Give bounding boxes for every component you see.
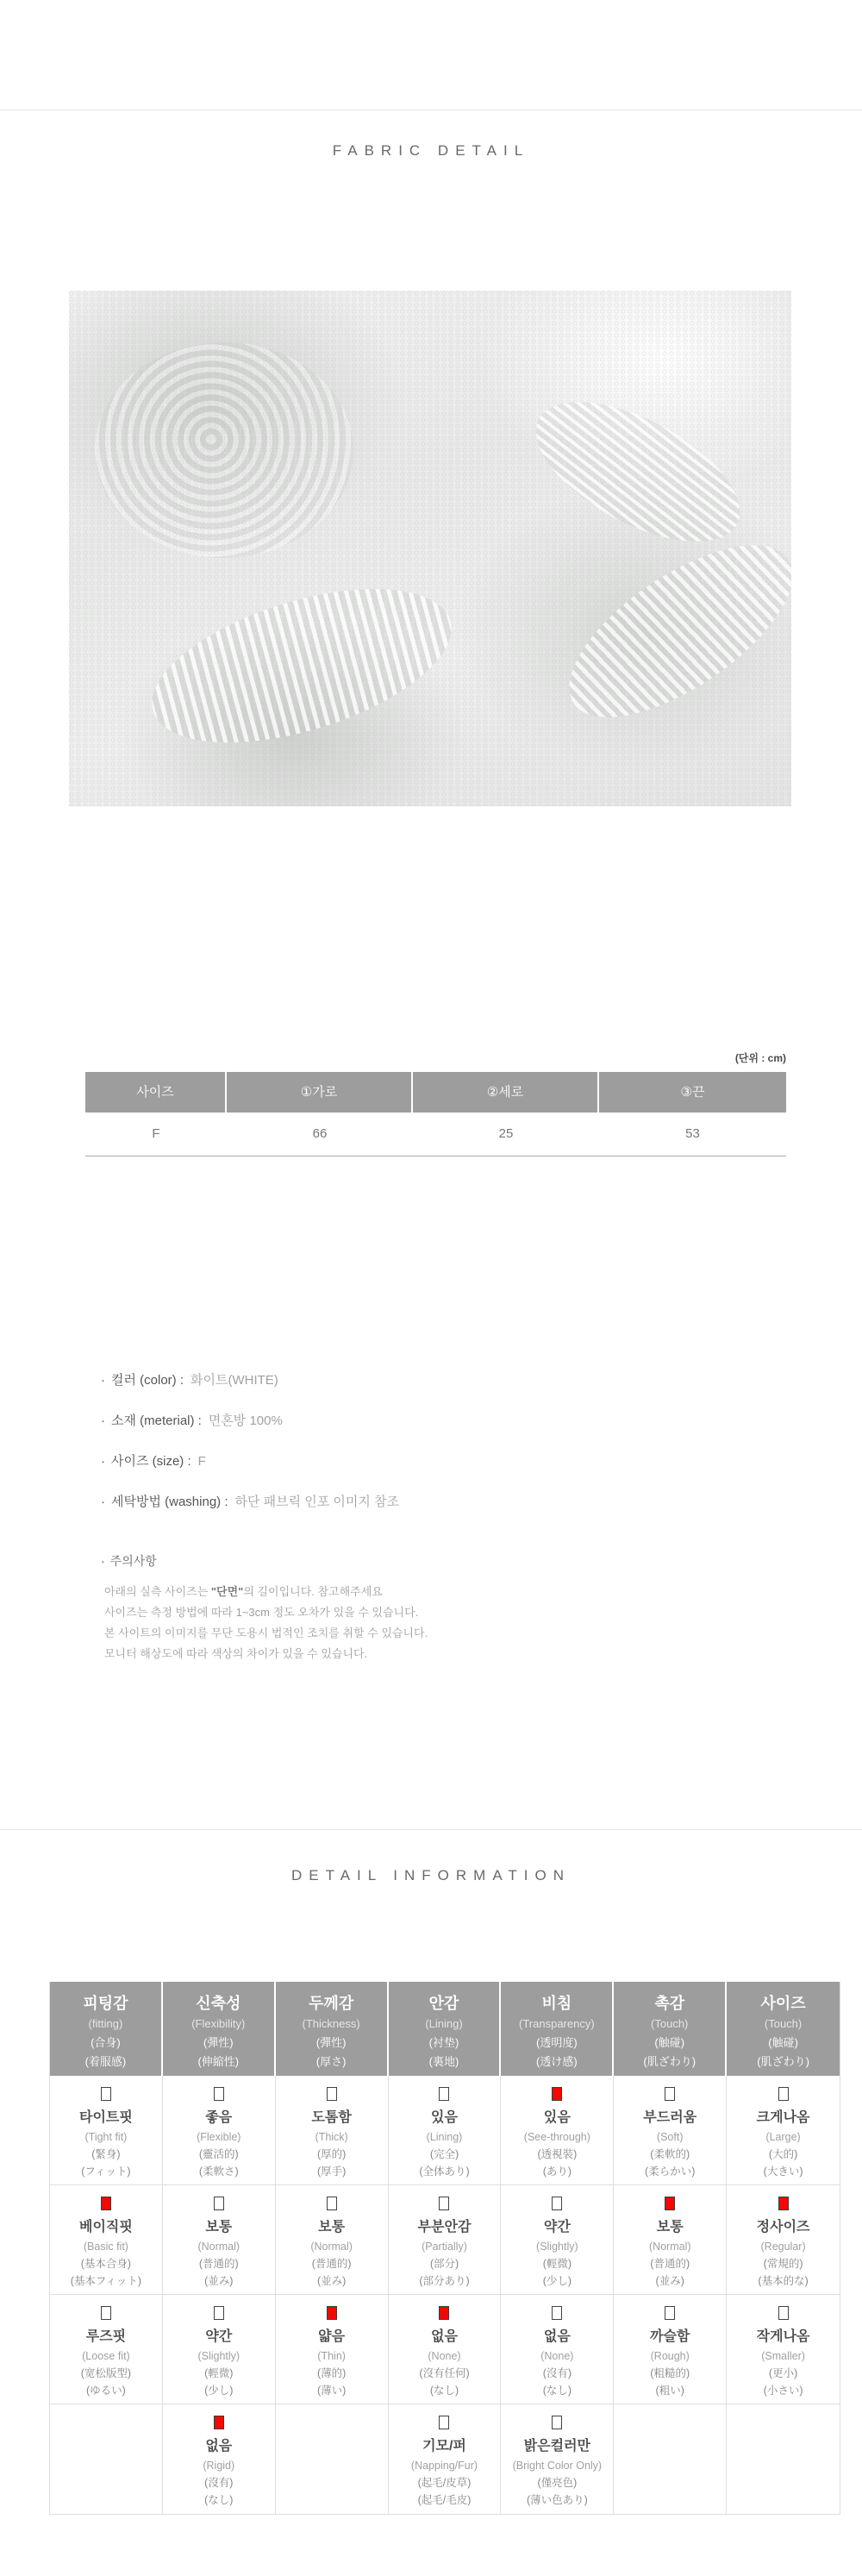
checkbox-checked-icon <box>439 2306 449 2320</box>
detail-grid-cell-text: 좋음 <box>205 2110 233 2125</box>
detail-grid-header-text: 두께감 <box>309 1995 354 2012</box>
detail-grid-header-text: (Lining) <box>425 2017 463 2030</box>
detail-grid-cell-text: (Flexible) <box>197 2131 241 2143</box>
detail-grid-header-text: (肌ざわり) <box>643 2055 696 2068</box>
detail-grid-cell-text: (起毛/皮草) <box>417 2477 472 2489</box>
detail-grid-cell <box>276 2076 389 2185</box>
detail-grid-cell-text: (靈活的) <box>198 2148 239 2160</box>
bullet-icon: · <box>101 1554 105 1568</box>
detail-grid-cell <box>727 2185 840 2295</box>
size-table-cell: 53 <box>685 1126 700 1141</box>
checkbox-icon <box>439 2087 449 2101</box>
detail-grid-cell-text: (Soft) <box>656 2131 684 2143</box>
detail-grid-header-cell <box>501 1982 614 2076</box>
detail-grid-cell-text: (柔軟的) <box>650 2148 690 2160</box>
detail-grid-header-cell <box>614 1982 727 2076</box>
detail-grid-cell <box>389 2185 502 2295</box>
detail-grid-cell-text: (緊身) <box>91 2148 121 2160</box>
detail-grid-cell-text: 얇음 <box>318 2329 346 2344</box>
detail-grid-header-text: (Flexibility) <box>191 2017 246 2030</box>
detail-grid-cell-text: 타이트핏 <box>79 2110 133 2125</box>
detail-grid-header-cell <box>163 1982 276 2076</box>
detail-grid-cell-text: (厚手) <box>316 2165 347 2178</box>
checkbox-checked-icon <box>101 2197 111 2210</box>
detail-grid-cell-text: (なし) <box>204 2494 234 2506</box>
detail-grid-header-text: (Touch) <box>764 2017 803 2030</box>
detail-grid-cell-text: (僅亮色) <box>537 2477 578 2489</box>
notice-title-text: 주의사항 <box>109 1554 157 1568</box>
detail-grid-header-text: (肌ざわり) <box>757 2055 809 2068</box>
detail-grid-cell-text: (輕微) <box>542 2258 572 2270</box>
detail-grid-cell-text: (Normal) <box>648 2241 691 2253</box>
detail-grid-cell <box>50 2295 163 2404</box>
size-table-cell: 25 <box>498 1126 514 1141</box>
detail-grid-cell-text: (普通的) <box>311 2258 352 2270</box>
detail-grid-cell <box>163 2076 276 2185</box>
info-label: 소재 (meterial) : <box>111 1413 202 1428</box>
detail-grid-cell-text: (薄的) <box>316 2367 347 2379</box>
detail-grid-cell-text: (Tight fit) <box>84 2131 128 2143</box>
detail-grid-cell-text: 베이직핏 <box>79 2220 133 2234</box>
detail-grid-cell <box>163 2295 276 2404</box>
detail-grid-header-text: (触碰) <box>654 2036 685 2049</box>
product-info-item <box>101 1370 399 1386</box>
detail-grid-cell-text: (部分) <box>429 2258 459 2270</box>
detail-grid-cell-text: (None) <box>428 2350 461 2362</box>
notice-line: 모니터 해상도에 따라 색상의 차이가 있을 수 있습니다. <box>104 1647 368 1660</box>
detail-grid-cell-text: (薄い) <box>316 2385 347 2397</box>
detail-grid-header-text: 사이즈 <box>760 1995 806 2012</box>
detail-grid-cell-empty <box>50 2404 163 2514</box>
product-info-list <box>101 1370 399 1532</box>
checkbox-icon <box>439 2416 449 2429</box>
detail-grid-cell-text: (Thin) <box>317 2350 346 2362</box>
info-value: 면혼방 100% <box>208 1413 283 1428</box>
detail-grid-cell-text: (全体あり) <box>419 2165 470 2178</box>
detail-grid-cell-text: (柔軟さ) <box>198 2165 239 2178</box>
detail-grid-cell-text: (透視裝) <box>537 2148 578 2160</box>
info-label: 사이즈 (size) : <box>111 1454 191 1469</box>
checkbox-checked-icon <box>778 2197 789 2210</box>
detail-grid-header-text: (Transparency) <box>519 2017 595 2030</box>
detail-grid-cell-text: 없음 <box>205 2439 233 2454</box>
product-info-item <box>101 1451 399 1467</box>
notice-paragraph <box>104 1582 428 1664</box>
detail-grid-cell-text: 도톰함 <box>311 2110 352 2125</box>
bullet-icon: · <box>101 1495 105 1509</box>
detail-grid-cell-text: 부분안감 <box>417 2220 472 2234</box>
detail-information-grid <box>49 1982 840 2515</box>
notice-emphasis: "단면" <box>210 1585 244 1598</box>
detail-grid-header-cell <box>727 1982 840 2076</box>
bullet-icon: · <box>101 1413 105 1428</box>
checkbox-icon <box>552 2416 562 2429</box>
detail-grid-cell-text: (なし) <box>429 2385 459 2397</box>
detail-grid-header-text: (Thickness) <box>302 2017 360 2030</box>
detail-grid-cell <box>50 2076 163 2185</box>
size-table-header-cell: ②세로 <box>413 1072 599 1113</box>
detail-grid-header-cell <box>50 1982 163 2076</box>
detail-grid-cell-text: 없음 <box>543 2329 571 2344</box>
detail-grid-cell-text: (粗糙的) <box>650 2367 690 2379</box>
checkbox-checked-icon <box>214 2416 224 2429</box>
detail-grid-header-text: (触碰) <box>768 2036 798 2049</box>
detail-grid-cell-text: (少し) <box>204 2385 234 2397</box>
notice-line-text: 의 길이입니다. 참고해주세요 <box>243 1585 383 1598</box>
detail-grid-header-text: (伸縮性) <box>197 2055 240 2068</box>
detail-grid-cell-text: (並み) <box>655 2275 684 2287</box>
size-unit-label: (단위 : cm) <box>734 1052 786 1064</box>
detail-grid-cell-text: (Rough) <box>650 2350 690 2362</box>
detail-grid-cell <box>276 2185 389 2295</box>
detail-grid-header-text: 안감 <box>428 1995 459 2012</box>
checkbox-icon <box>665 2087 675 2101</box>
detail-grid-cell-empty <box>614 2404 727 2514</box>
product-info-item <box>101 1411 399 1426</box>
checkbox-checked-icon <box>552 2087 562 2101</box>
detail-grid-cell-text: 있음 <box>431 2110 458 2125</box>
detail-grid-cell-text: (普通的) <box>650 2258 690 2270</box>
detail-grid-header-cell <box>276 1982 389 2076</box>
detail-grid-header-text: (合身) <box>91 2036 121 2049</box>
detail-grid-cell-text: (大きい) <box>763 2165 803 2178</box>
detail-grid-cell-text: (沒有任何) <box>419 2367 470 2379</box>
detail-grid-cell-text: 정사이즈 <box>756 2220 810 2234</box>
detail-grid-cell <box>501 2185 614 2295</box>
size-table-header <box>85 1072 786 1113</box>
detail-grid-header-text: (fitting) <box>88 2017 123 2030</box>
detail-grid-cell <box>727 2076 840 2185</box>
checkbox-icon <box>552 2197 562 2210</box>
detail-grid-cell <box>50 2185 163 2295</box>
detail-grid-cell-text: (柔らかい) <box>645 2165 696 2178</box>
bullet-icon: · <box>101 1454 105 1469</box>
detail-grid-cell-text: (大的) <box>768 2148 798 2160</box>
checkbox-icon <box>665 2306 675 2320</box>
detail-grid-cell <box>614 2185 727 2295</box>
detail-grid-cell <box>163 2404 276 2514</box>
section-divider <box>0 1829 862 1830</box>
detail-grid-cell-text: 보통 <box>205 2220 233 2234</box>
detail-grid-cell-text: (並み) <box>204 2275 234 2287</box>
detail-grid-header-text: (透け感) <box>536 2055 578 2068</box>
size-table-header-cell: ③끈 <box>599 1072 786 1113</box>
detail-grid-cell-text: 기모/퍼 <box>422 2439 466 2454</box>
detail-grid-header-text: 신축성 <box>196 1995 241 2012</box>
detail-grid-cell-text: (Regular) <box>760 2241 806 2253</box>
checkbox-icon <box>778 2306 789 2320</box>
checkbox-checked-icon <box>665 2197 675 2210</box>
detail-grid-header-text: (彈性) <box>203 2036 234 2049</box>
detail-grid-cell-text: 부드러움 <box>643 2110 697 2125</box>
detail-grid-cell-text: 크게나옴 <box>756 2110 810 2125</box>
size-table <box>85 1072 786 1156</box>
detail-grid-cell-text: (フィット) <box>81 2165 131 2178</box>
detail-grid-cell-text: (Slightly) <box>197 2350 240 2362</box>
detail-grid-cell-text: (起毛/毛皮) <box>417 2494 472 2506</box>
detail-grid-cell-text: (基本合身) <box>80 2258 132 2270</box>
checkbox-icon <box>439 2197 449 2210</box>
detail-grid-cell <box>389 2404 502 2514</box>
detail-grid-cell-text: 있음 <box>543 2110 571 2125</box>
checkbox-icon <box>214 2197 224 2210</box>
notice-line-text: 아래의 실측 사이즈는 <box>104 1585 211 1598</box>
detail-grid-cell-text: (常規的) <box>763 2258 803 2270</box>
detail-grid-header-text: 촉감 <box>654 1995 685 2012</box>
detail-grid-header-text: (着服感) <box>84 2055 127 2068</box>
detail-grid-header-text: (透明度) <box>536 2036 578 2049</box>
fabric-detail-title: FABRIC DETAIL <box>332 142 530 159</box>
detail-grid-cell-text: (Normal) <box>197 2241 240 2253</box>
detail-grid-cell-text: (なし) <box>542 2385 572 2397</box>
info-label: 세탁방법 (washing) : <box>111 1495 228 1509</box>
detail-grid-cell-text: (Bright Color Only) <box>512 2460 603 2472</box>
checkbox-icon <box>778 2087 789 2101</box>
detail-grid-cell-text: (Large) <box>765 2131 801 2143</box>
checkbox-icon <box>214 2087 224 2101</box>
checkbox-icon <box>101 2306 111 2320</box>
detail-grid-header-text: 피팅감 <box>83 1995 128 2012</box>
detail-grid-cell-text: (完全) <box>429 2148 459 2160</box>
size-table-row <box>85 1113 786 1156</box>
product-info-item <box>101 1492 399 1507</box>
detail-grid-cell-text: 밝은컬러만 <box>523 2439 590 2454</box>
detail-grid-cell-text: (Lining) <box>426 2131 463 2143</box>
detail-grid-cell-text: (沒有) <box>542 2367 572 2379</box>
detail-grid-header-text: (裏地) <box>428 2055 459 2068</box>
detail-grid-cell-text: 보통 <box>318 2220 346 2234</box>
notice-title <box>101 1552 157 1570</box>
detail-grid-cell-text: (Normal) <box>310 2241 353 2253</box>
detail-grid-cell-text: (See-through) <box>523 2131 590 2143</box>
detail-grid-cell-text: (None) <box>540 2350 574 2362</box>
detail-grid-cell <box>727 2295 840 2404</box>
detail-grid-cell <box>389 2076 502 2185</box>
detail-grid-cell-text: (部分あり) <box>419 2275 470 2287</box>
detail-grid-header-text: (衬垫) <box>428 2036 459 2049</box>
bullet-icon: · <box>101 1373 105 1388</box>
detail-grid-cell <box>501 2404 614 2514</box>
detail-grid-cell-text: (粗い) <box>655 2385 684 2397</box>
checkbox-icon <box>214 2306 224 2320</box>
detail-grid-cell-text: (基本的な) <box>758 2275 809 2287</box>
detail-grid-cell-empty <box>276 2404 389 2514</box>
detail-grid-cell-text: 까슬함 <box>650 2329 690 2344</box>
notice-line <box>104 1582 428 1602</box>
detail-grid-cell <box>163 2185 276 2295</box>
info-label: 컬러 (color) : <box>111 1373 184 1388</box>
detail-grid-cell <box>389 2295 502 2404</box>
detail-grid-cell-text: (Smaller) <box>761 2350 805 2362</box>
detail-grid-cell-text: 보통 <box>656 2220 684 2234</box>
detail-grid-cell-text: (普通的) <box>198 2258 239 2270</box>
detail-grid-header-cell <box>389 1982 502 2076</box>
checkbox-icon <box>101 2087 111 2101</box>
detail-grid-cell <box>614 2295 727 2404</box>
fabric-photo <box>69 291 791 806</box>
detail-grid-cell-text: (ゆるい) <box>86 2385 126 2397</box>
detail-grid-cell-text: 루즈핏 <box>85 2329 127 2344</box>
detail-grid-cell-text: (Thick) <box>315 2131 348 2143</box>
detail-grid-header-text: (Touch) <box>651 2017 689 2030</box>
detail-grid-cell-text: (Basic fit) <box>83 2241 128 2253</box>
detail-grid-cell <box>501 2295 614 2404</box>
size-table-header-cell: ①가로 <box>227 1072 413 1113</box>
detail-grid-cell-text: 없음 <box>431 2329 458 2344</box>
detail-grid-cell-text: (小さい) <box>763 2385 803 2397</box>
detail-grid-cell-text: (輕微) <box>204 2367 234 2379</box>
size-table-cell: 66 <box>312 1126 328 1141</box>
detail-grid-cell-text: (Slightly) <box>536 2241 578 2253</box>
checkbox-icon <box>552 2306 562 2320</box>
detail-grid-cell-text: (少し) <box>542 2275 572 2287</box>
detail-grid-cell <box>276 2295 389 2404</box>
detail-grid-cell-text: (宽松版型) <box>80 2367 132 2379</box>
detail-grid-cell-text: (Loose fit) <box>82 2350 130 2362</box>
info-value: 하단 패브릭 인포 이미지 참조 <box>234 1495 400 1509</box>
notice-line: 사이즈는 측정 방법에 따라 1~3cm 정도 오차가 있을 수 있습니다. <box>104 1606 419 1619</box>
checkbox-icon <box>327 2197 337 2210</box>
size-table-header-cell: 사이즈 <box>85 1072 227 1113</box>
detail-grid-cell-text: (Partially) <box>422 2241 467 2253</box>
detail-grid-header-text: 비침 <box>541 1995 572 2012</box>
detail-grid-cell-text: (Rigid) <box>203 2460 235 2472</box>
detail-grid-cell-text: 약간 <box>205 2329 233 2344</box>
detail-grid-cell-text: (あり) <box>542 2165 572 2178</box>
detail-information-title: DETAIL INFORMATION <box>290 1867 572 1883</box>
detail-grid-cell-text: 작게나옴 <box>756 2329 810 2344</box>
detail-grid-cell-text: (Napping/Fur) <box>410 2460 478 2472</box>
size-table-cell: F <box>152 1126 160 1141</box>
detail-grid-header-text: (彈性) <box>315 2036 347 2049</box>
detail-grid-cell-text: (厚的) <box>316 2148 347 2160</box>
detail-grid-cell <box>501 2076 614 2185</box>
info-value: 화이트(WHITE) <box>191 1373 278 1388</box>
detail-grid-cell-text: (基本フィット) <box>70 2275 142 2287</box>
detail-grid-header-text: (厚さ) <box>315 2055 347 2068</box>
detail-grid-cell-text: (並み) <box>316 2275 347 2287</box>
detail-grid-cell-text: (薄い色あり) <box>526 2494 588 2506</box>
detail-grid-cell-empty <box>727 2404 840 2514</box>
checkbox-checked-icon <box>327 2306 337 2320</box>
checkbox-icon <box>327 2087 337 2101</box>
detail-grid-cell-text: (沒有) <box>204 2477 234 2489</box>
detail-grid-cell <box>614 2076 727 2185</box>
notice-line: 본 사이트의 이미지를 무단 도용시 법적인 조치를 취할 수 있습니다. <box>104 1626 428 1639</box>
detail-grid-cell-text: (更小) <box>768 2367 798 2379</box>
info-value: F <box>197 1454 206 1469</box>
detail-grid-cell-text: 약간 <box>543 2220 571 2234</box>
